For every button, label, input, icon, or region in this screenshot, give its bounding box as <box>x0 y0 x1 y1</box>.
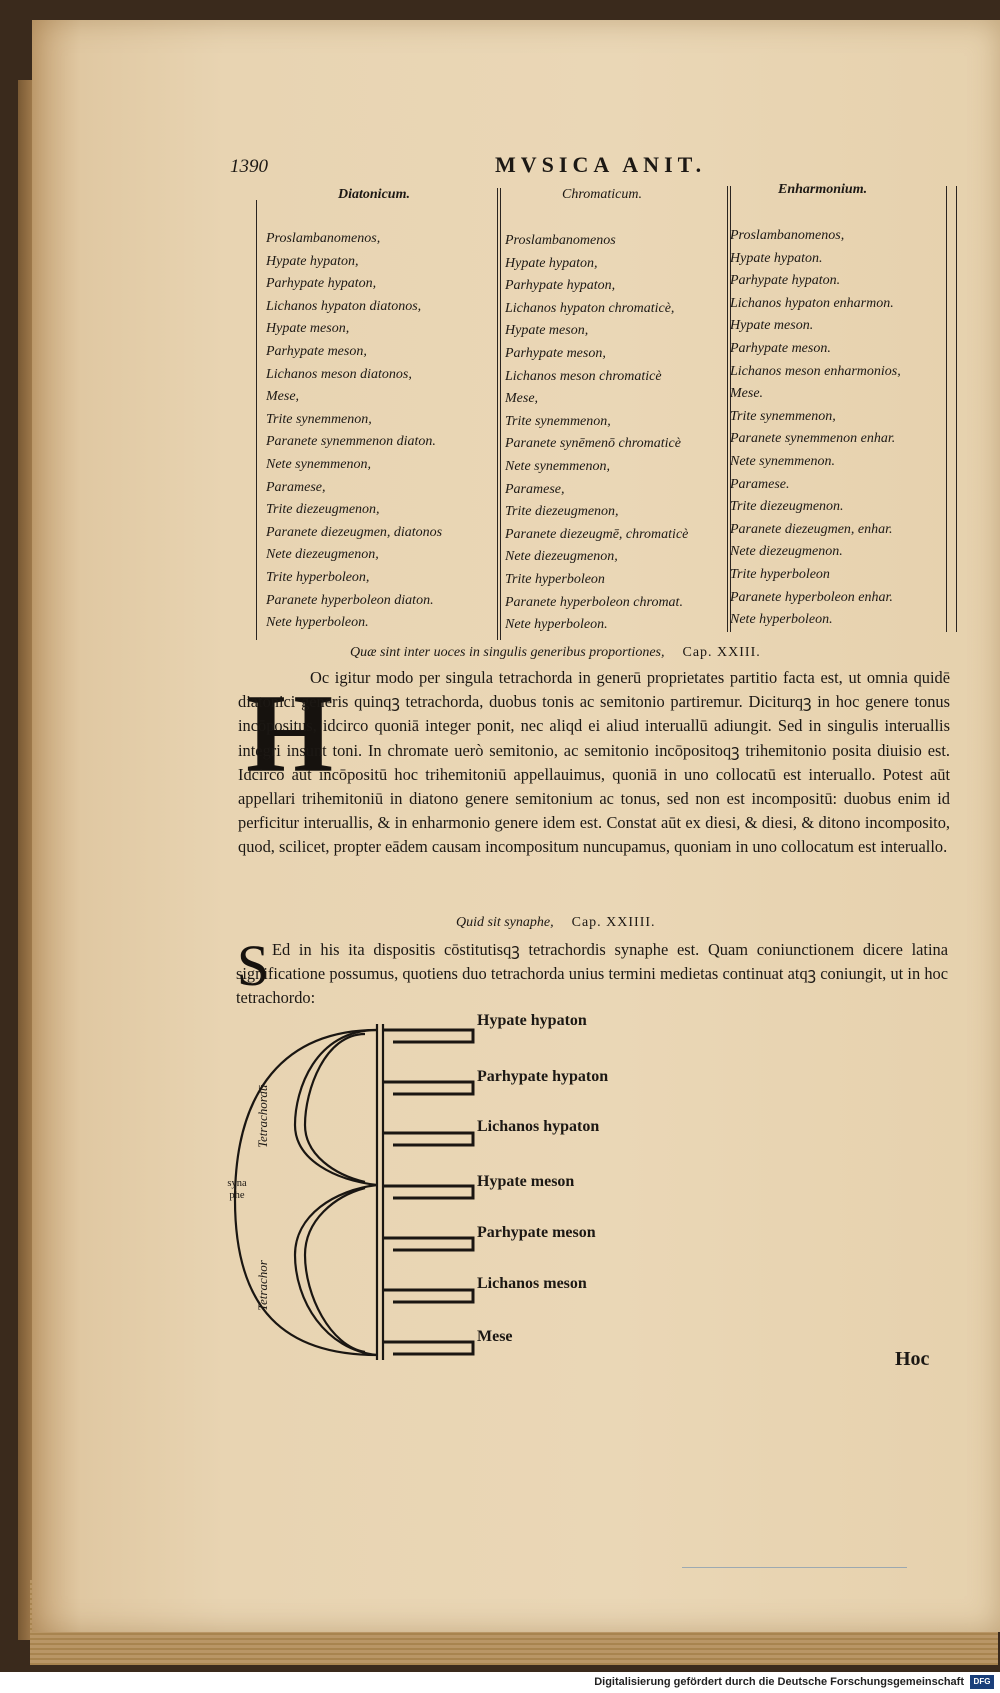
diagram-note-label: Hypate meson <box>477 1173 575 1190</box>
chapter-heading <box>350 645 761 661</box>
tetrachord-figure <box>225 1010 665 1370</box>
chapter-heading <box>456 915 656 931</box>
drop-cap: H <box>246 672 334 796</box>
tetrachord-arc-label: Tetrachor <box>255 1260 270 1311</box>
list-item: Parhypate hypaton. <box>730 273 841 289</box>
footer-bar <box>0 1672 1000 1693</box>
diagram-note-label: Mese <box>477 1328 513 1345</box>
running-head <box>230 152 750 182</box>
list-item: Paranete hyperboleon enhar. <box>730 589 893 605</box>
list-item: Paranete diezeugmē, chromaticè <box>505 526 689 542</box>
list-item: Paranete diezeugmen, enhar. <box>730 521 893 537</box>
column-rule <box>256 200 257 640</box>
list-item: Parhypate hypaton, <box>505 278 616 294</box>
list-item: Proslambanomenos, <box>730 228 845 243</box>
tetrachord-arc-label: Tetrachordū <box>255 1084 270 1148</box>
list-item: Nete diezeugmenon, <box>505 549 618 565</box>
list-item: Trite diezeugmenon, <box>266 502 380 518</box>
diagram-note-label: Lichanos hypaton <box>477 1118 600 1135</box>
list-item: Mese, <box>266 389 300 405</box>
list-item: Hypate meson, <box>505 323 589 339</box>
list-item: Paramese, <box>266 479 326 495</box>
synaphe-label: syna phe <box>227 1178 247 1201</box>
list-item: Nete hyperboleon. <box>266 615 369 631</box>
list-item: Paranete synemmenon enhar. <box>730 431 896 447</box>
column-rule <box>946 186 947 632</box>
list-item: Paranete diezeugmen, diatonos <box>266 524 443 540</box>
list-item: Nete synemmenon. <box>730 453 835 469</box>
column-header-chromatic: Chromaticum. <box>562 187 642 202</box>
enharmonic-list <box>730 225 940 632</box>
list-item: Trite diezeugmenon. <box>730 499 844 515</box>
drop-cap: S <box>236 933 270 998</box>
chromatic-list <box>505 230 725 637</box>
body-paragraph: Ed in his ita dispositis cōstitutisqꝫ tetrachordis synaphe est. Quam coniunctionem dicere latina significatione possumus, quotiens duo tetrachorda unius termini medietas continuat atqꝫ coniungit, ut in hoc tetrachordo: <box>236 940 948 1008</box>
list-item: Proslambanomenos, <box>266 231 381 246</box>
diagram-note-label: Parhypate hypaton <box>477 1068 609 1085</box>
list-item: Lichanos meson chromaticè <box>505 368 662 384</box>
list-item: Paramese, <box>505 481 565 497</box>
list-item: Trite synemmenon, <box>505 413 611 429</box>
column-rule <box>956 186 957 632</box>
list-item: Lichanos hypaton diatonos, <box>266 298 422 314</box>
list-item: Nete synemmenon, <box>505 458 610 474</box>
list-item: Parhypate meson, <box>266 343 367 359</box>
running-title: MVSICA ANIT. <box>495 152 707 177</box>
list-item: Lichanos meson diatonos, <box>266 366 412 382</box>
list-item: Nete hyperboleon. <box>505 617 608 633</box>
list-item: Trite hyperboleon <box>505 571 605 587</box>
column-rule <box>500 188 501 640</box>
diagram-note-label: Parhypate meson <box>477 1224 596 1241</box>
list-item: Paranete synemmenon diaton. <box>266 434 436 450</box>
body-paragraph: Oc igitur modo per singula tetrachorda in generū proprietates partitio facta est, ut omnia quidē diatonici generis quinqꝫ tetrachorda, duobus tonis ac semitonio partiremur. Diciturqꝫ in hoc genere tonus incōpositus, idcirco quoniā integer ponit, nec aliqd ei aliud interuallū adiungit. Sed in singulis interuallis integri insunt toni. In chromate uerò semitonio, ac semitonio incōpositoqꝫ trihemitonio posita diuisio est. Idcirco aūt incōpositū hoc trihemitoniū appellauimus, quoniā in uno collocatū est interuallo. Potest aūt appellari trihemitoniū in diatono genere semitonium ac tonus, sed non est incompositū: duobus enim id perficitur interuallis, & in enharmonio genere idem est. Constat aūt ex diesi, & diesi, & ditono incomposito, quod, scilicet, propter eādem causam incompositum nuncupamus, quoniam in uno collocatum est interuallo. <box>238 668 950 857</box>
list-item: Lichanos hypaton chromaticè, <box>505 300 675 316</box>
list-item: Hypate meson. <box>730 318 814 334</box>
list-item: Parhypate hypaton, <box>266 276 377 292</box>
chapter-number: Cap. XXIII. <box>682 645 761 660</box>
column-rule <box>497 188 498 640</box>
list-item: Trite hyperboleon <box>730 566 830 582</box>
diagram-note-label: Lichanos meson <box>477 1275 587 1292</box>
diatonic-list <box>266 228 481 635</box>
list-item: Nete synemmenon, <box>266 456 371 472</box>
list-item: Proslambanomenos <box>505 233 616 248</box>
funding-credit: Digitalisierung gefördert durch die Deutsche Forschungsgemeinschaft <box>594 1676 964 1688</box>
list-item: Nete diezeugmenon, <box>266 547 379 563</box>
list-item: Trite synemmenon, <box>266 411 372 427</box>
list-item: Paramese. <box>730 476 790 492</box>
chapter-title: Quæ sint inter uoces in singulis generibus proportiones, <box>350 645 665 660</box>
list-item: Hypate hypaton. <box>730 250 823 266</box>
list-item: Nete diezeugmenon. <box>730 544 843 560</box>
list-item: Mese, <box>505 391 539 407</box>
list-item: Mese. <box>730 386 764 402</box>
list-item: Nete hyperboleon. <box>730 612 833 628</box>
list-item: Trite hyperboleon, <box>266 569 370 585</box>
catchword: Hoc <box>895 1348 930 1370</box>
list-item: Lichanos hypaton enharmon. <box>730 295 894 311</box>
list-item: Paranete hyperboleon diaton. <box>266 592 434 608</box>
list-item: Hypate meson, <box>266 321 350 337</box>
chapter-title: Quid sit synaphe, <box>456 915 554 930</box>
list-item: Trite synemmenon, <box>730 408 836 424</box>
diagram-note-label: Hypate hypaton <box>477 1012 587 1029</box>
list-item: Trite diezeugmenon, <box>505 504 619 520</box>
list-item: Paranete hyperboleon chromat. <box>505 594 683 610</box>
list-item: Lichanos meson enharmonios, <box>730 363 901 379</box>
list-item: Parhypate meson, <box>505 345 606 361</box>
list-item: Hypate hypaton, <box>505 255 598 271</box>
column-header-diatonic: Diatonicum. <box>338 187 410 202</box>
column-rule <box>727 186 728 632</box>
column-header-enharmonic: Enharmonium. <box>778 182 868 197</box>
list-item: Paranete synēmenō chromaticè <box>505 436 681 452</box>
folio-number: 1390 <box>230 156 268 177</box>
chapter-number: Cap. XXIIII. <box>571 915 656 930</box>
list-item: Hypate hypaton, <box>266 253 359 269</box>
dfg-logo: DFG <box>970 1675 994 1689</box>
pencil-rule <box>682 1567 907 1568</box>
list-item: Parhypate meson. <box>730 340 831 356</box>
synaphe-diagram <box>225 1010 665 1370</box>
